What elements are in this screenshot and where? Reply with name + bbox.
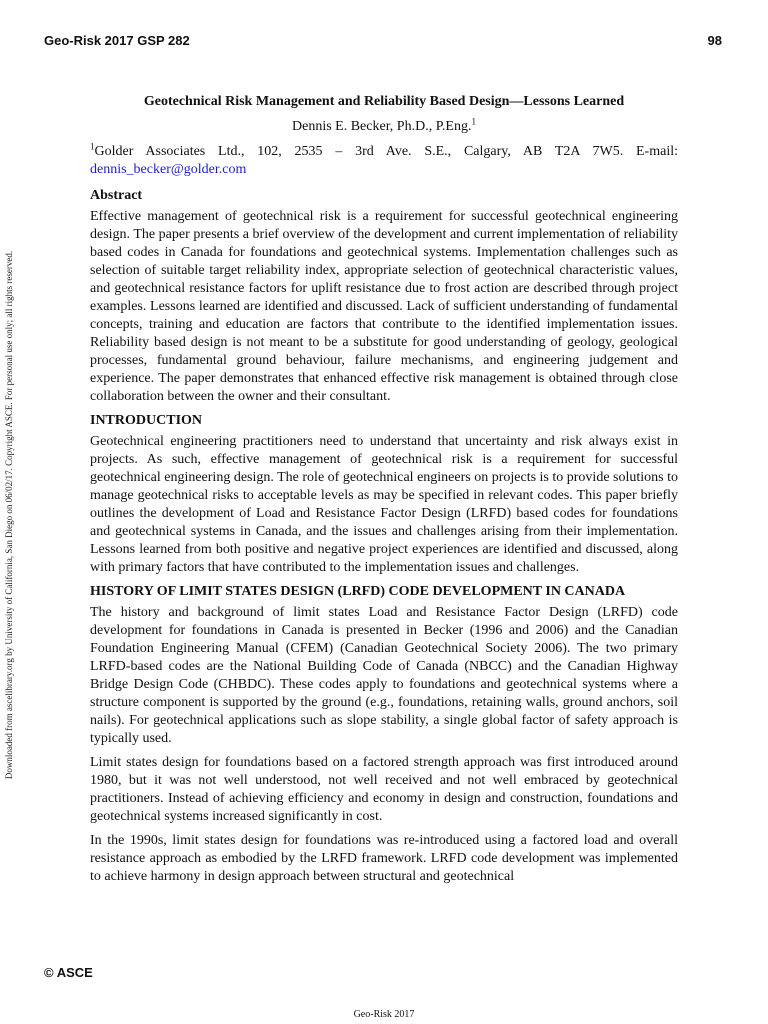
- history-paragraph: In the 1990s, limit states design for foundations was re-introduced using a factored load and overall resistance approach as embodied by the LRFD framework. LRFD code development was implemented to achieve harmony in design approach between structural and geotechnical: [90, 833, 678, 884]
- affiliation-superscript: 1: [90, 141, 95, 152]
- abstract-text: Effective management of geotechnical risk is a requirement for successful geotechnical engineering design. The paper presents a brief overview of the development and current implementation of reliability based codes in Canada for foundations and geotechnical systems. Implementation challenges such as selection of suitable target reliability index, appropriate selection of geotechnical characteristic values, and geotechnical resistance factors for uplift resistance due to frost action are described through project examples. Lessons learned are identified and discussed. Lack of sufficient understanding of fundamental concepts, training and education are factors that contribute to the identified implementation issues. Reliability based design is not meant to be a substitute for good understanding of geology, geological processes, fundamental ground behaviour, failure mechanisms, and engineering judgement and experience. The paper demonstrates that enhanced effective risk management is obtained through close collaboration between the owner and their consultant.: [90, 209, 678, 404]
- paper-title: Geotechnical Risk Management and Reliability Based Design—Lessons Learned: [143, 94, 625, 109]
- abstract-heading: Abstract: [90, 188, 143, 203]
- history-heading: HISTORY OF LIMIT STATES DESIGN (LRFD) CODE DEVELOPMENT IN CANADA: [90, 584, 626, 599]
- history-paragraph: Limit states design for foundations based on a factored strength approach was first introduced around 1980, but it was not well understood, not well received and not well embraced by geotechnical practitioners. Instead of achieving efficiency and economy in design and construction, foundations and geotechnical systems increased significantly in cost.: [90, 755, 678, 824]
- history-paragraph: The history and background of limit states Load and Resistance Factor Design (LRFD) code development for foundations in Canada is presented in Becker (1996 and 2006) and the Canadian Foundation Engineering Manual (CFEM) (Canadian Geotechnical Society 2006). The two primary LRFD-based codes are the National Building Code of Canada (NBCC) and the Canadian Highway Bridge Design Code (CHBDC). These codes apply to foundations and geotechnical systems where a structure component is supported by the ground (e.g., foundations, retaining walls, ground anchors, soil nails). For geotechnical applications such as slope stability, a single global factor of safety approach is typically used.: [90, 605, 678, 746]
- paper-body: [90, 93, 678, 892]
- introduction-text: Geotechnical engineering practitioners need to understand that uncertainty and risk always exist in projects. As such, effective management of geotechnical risk is a requirement for successful geotechnical engineering design. The role of geotechnical engineers on projects is to provide solutions to manage geotechnical risks to acceptable levels as may be specified in relevant codes. This paper briefly outlines the development of Load and Resistance Factor Design (LRFD) based codes for foundations and geotechnical systems in Canada, and the issues and challenges arising from their implementation. Lessons learned from both positive and negative project experiences are identified and discussed, along with primary factors that have contributed to the implementation issues and challenges.: [90, 434, 678, 575]
- running-header: Geo-Risk 2017 GSP 282: [44, 33, 190, 48]
- download-notice: [0, 210, 14, 820]
- download-notice-text: Downloaded from ascelibrary.org by University of California, San Diego on 06/02/17. Copyright ASCE. For personal use only; all rights reserved.: [4, 250, 14, 780]
- affiliation: [90, 143, 678, 161]
- affiliation-text: Golder Associates Ltd., 102, 2535 – 3rd Ave. S.E., Calgary, AB T2A 7W5. E-mail:: [94, 144, 678, 159]
- page-number: 98: [707, 33, 722, 48]
- introduction-heading: INTRODUCTION: [90, 413, 203, 428]
- author-line: [90, 118, 678, 136]
- conference-footer: Geo-Risk 2017: [353, 1009, 415, 1020]
- affiliation-block: [90, 143, 678, 179]
- author-name: Dennis E. Becker, Ph.D., P.Eng.: [292, 119, 472, 134]
- author-superscript: 1: [471, 116, 476, 127]
- email-link[interactable]: dennis_becker@golder.com: [90, 162, 247, 177]
- copyright-footer: © ASCE: [44, 965, 93, 980]
